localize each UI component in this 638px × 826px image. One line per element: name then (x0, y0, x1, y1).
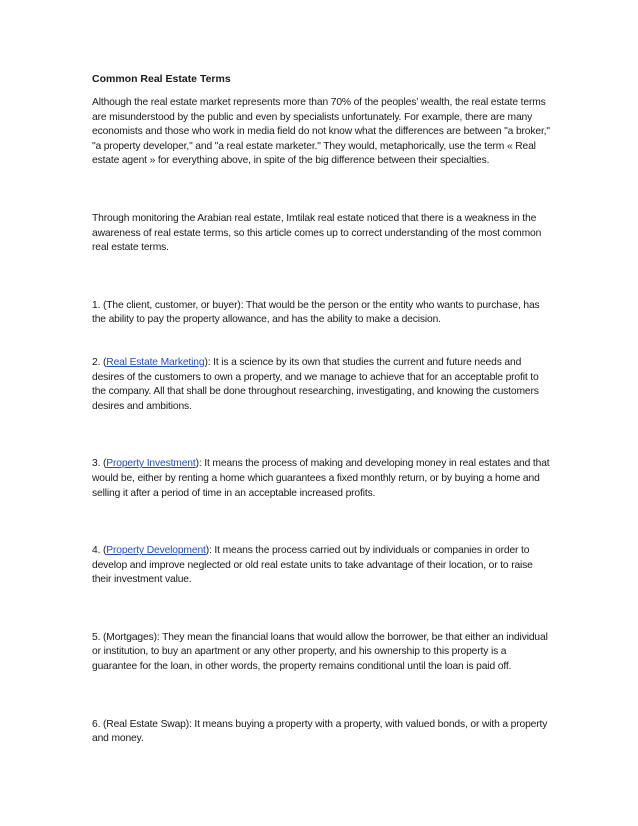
document-title: Common Real Estate Terms (92, 73, 231, 85)
property-investment-link[interactable]: Property Investment (106, 458, 196, 470)
term-3-suffix: ): It means the process of making and developing money in real estates and that would be, either by renting a home which guarantees a fixed monthly return, or by buying a home and selling it after a period of time in an acceptable increased profits. (92, 458, 550, 499)
term-5-text: 5. (Mortgages): They mean the financial loans that would allow the borrower, be that either an individual or institution, to buy an apartment or any other property, and his ownership to this property is a guarantee for the loan, in other words, the property remains conditional until the loan is paid off. (92, 631, 548, 673)
term-4-paragraph (92, 544, 550, 588)
term-6-text: 6. (Real Estate Swap): It means buying a property with a property, with valued bonds, or with a property and money. (92, 718, 548, 745)
intro-paragraph-2: Through monitoring the Arabian real estate, Imtilak real estate noticed that there is a weakness in the awareness of real estate terms, so this article comes up to correct understanding of the most common real estate terms. (92, 212, 542, 254)
term-1-paragraph (92, 299, 550, 328)
term-2-suffix: ): It is a science by its own that studies the current and future needs and desires of the customers to own a property, and we manage to achieve that for an acceptable profit to the company. All that shall be done throughout researching, investigating, and knowing the customers desires and ambitions. (92, 356, 539, 412)
term-3-paragraph (92, 457, 550, 501)
property-development-link[interactable]: Property Development (106, 545, 206, 557)
term-4-prefix: 4. ( (92, 545, 107, 557)
intro-paragraph: Although the real estate market represents more than 70% of the peoples’ wealth, the real estate terms are misunderstood by the public and even by specialists unfortunately. For example, there are many economists and those who work in media field do not know what the differences are between "a broker," "a property developer," and "a real estate marketer." They would, metaphorically, use the term « Real estate agent » for everything above, in spite of the big difference between their specialties. (92, 97, 550, 167)
term-4-suffix: ): It means the process carried out by individuals or companies in order to develop and improve neglected or old real estate units to take advantage of their location, or to raise their investment value. (92, 545, 533, 586)
term-2-paragraph (92, 356, 550, 414)
term-6-paragraph (92, 718, 550, 747)
term-3-prefix: 3. ( (92, 458, 107, 470)
term-2-prefix: 2. ( (92, 356, 107, 368)
term-1-text: 1. (The client, customer, or buyer): That would be the person or the entity who wants to purchase, has the ability to pay the property allowance, and has the ability to make a decision. (92, 299, 540, 326)
real-estate-marketing-link[interactable]: Real Estate Marketing (106, 356, 205, 368)
term-5-paragraph (92, 631, 550, 675)
